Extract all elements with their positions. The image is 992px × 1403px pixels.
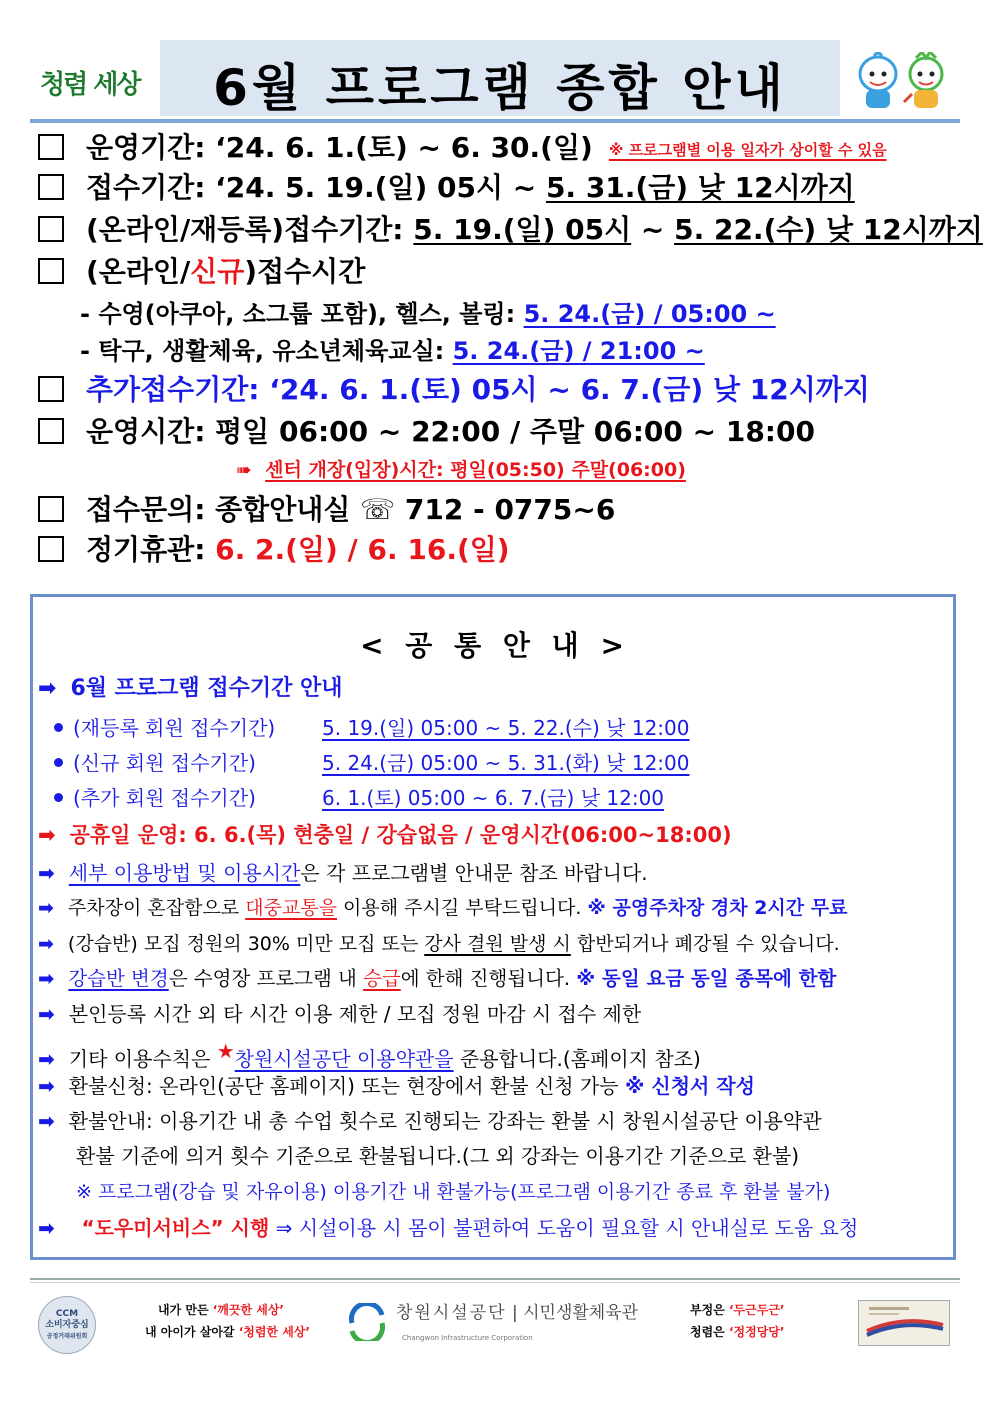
registration-period-end: 5. 31.(금) 낮 12시까지 — [545, 171, 855, 204]
online-reregister-label: (온라인/재등록)접수기간: — [86, 213, 414, 246]
swim-health-bowling-time: 5. 24.(금) / 05:00 ~ — [523, 300, 776, 328]
operating-hours-text: 운영시간: 평일 06:00 ~ 22:00 / 주말 06:00 ~ 18:00 — [86, 415, 815, 448]
operation-period-row — [38, 130, 887, 168]
org-dept: 시민생활체육관 — [523, 1303, 639, 1323]
slogan-text: 내가 만든 — [158, 1303, 213, 1317]
notice-line — [38, 893, 847, 923]
registration-period-text: 접수기간: ‘24. 5. 19.(일) 05시 ~ — [86, 171, 546, 204]
bullet-value: 5. 19.(일) 05:00 ~ 5. 22.(수) 낮 12:00 — [322, 716, 690, 740]
bullet-label: (추가 회원 접수기간) — [73, 786, 256, 810]
online-new-pre: (온라인/ — [86, 255, 191, 288]
operating-hours-row — [38, 414, 815, 450]
arrow-right-icon: ➡ — [38, 897, 54, 919]
notice-line — [38, 820, 732, 850]
integrity-world-logo — [40, 58, 150, 106]
title-banner — [160, 40, 840, 116]
bullet-label: (신규 회원 접수기간) — [73, 751, 256, 775]
online-new-post: )접수시간 — [244, 255, 366, 288]
bullet-additional — [54, 783, 665, 813]
arrow-right-icon: ➡ — [38, 933, 54, 955]
slogan-highlight: ‘정정당당’ — [728, 1325, 785, 1339]
notice-line — [38, 1036, 701, 1074]
notice-line — [38, 929, 840, 959]
center-open-note — [236, 455, 686, 482]
refund-guide-text: 환불안내: 이용기간 내 총 수업 횟수로 진행되는 강좌는 환불 시 창원시설공단 이용약관 — [68, 1109, 822, 1133]
registration-limit-text: 본인등록 시간 외 타 시간 이용 제한 / 모집 정원 마감 시 접수 제한 — [68, 1002, 642, 1026]
helper-service-text: “도우미서비스” 시행 — [81, 1216, 270, 1240]
arrow-right-icon: ➠ — [236, 459, 252, 481]
slogan-highlight: ‘청렴한 세상’ — [238, 1325, 310, 1339]
operation-period-text: 운영기간: ‘24. 6. 1.(토) ~ 6. 30.(일) — [86, 131, 593, 164]
org-name-line: 창원시설공단 | 시민생활체육관 — [396, 1303, 639, 1323]
slogan-highlight: ‘깨끗한 세상’ — [212, 1303, 284, 1317]
slogan-text: 부정은 — [690, 1303, 729, 1317]
inquiry-text: 접수문의: 종합안내실 ☏ 712 - 0775~6 — [86, 493, 616, 526]
notice-line — [38, 1071, 755, 1101]
checkbox-icon — [38, 134, 64, 160]
arrow-right-icon: ➡ — [38, 1047, 55, 1071]
arrow-right-icon: ➡ — [38, 1002, 55, 1026]
registration-period-row — [38, 170, 855, 206]
footer-rule — [30, 1278, 960, 1280]
application-note: ※ 신청서 작성 — [624, 1074, 755, 1098]
notice-line — [38, 858, 648, 888]
inquiry-row — [38, 492, 615, 528]
notice-line — [38, 674, 343, 704]
online-new-highlight: 신규 — [190, 255, 245, 288]
public-transport-text: 대중교통을 — [245, 897, 337, 919]
checkbox-icon — [38, 418, 64, 444]
title-rule — [30, 119, 960, 123]
parking-text: 주차장이 혼잡함으로 — [67, 897, 246, 919]
changwon-corp-logo-icon — [346, 1303, 388, 1341]
bullet-new — [54, 748, 690, 778]
regular-closure-label: 정기휴관: — [86, 533, 216, 566]
slogan-text: 청렴은 — [690, 1325, 729, 1339]
slogan-corruption — [690, 1300, 784, 1320]
arrow-right-icon: ➡ — [38, 1216, 55, 1240]
promotion-text: 승급 — [363, 967, 401, 990]
class-change-rest: 은 수영장 프로그램 내 — [168, 967, 364, 990]
slogan-text: 내 아이가 살아갈 — [145, 1325, 239, 1339]
checkbox-icon — [38, 258, 64, 284]
checkbox-icon — [38, 174, 64, 200]
notice-line — [38, 1213, 858, 1243]
arrow-right-icon: ➡ — [38, 676, 57, 701]
rules-text-2: 준용합니다.(홈페이지 참조) — [453, 1047, 701, 1071]
online-new-row — [38, 254, 365, 290]
parking-text-2: 이용해 주시길 부탁드립니다. — [336, 897, 588, 919]
star-icon: ★ — [216, 1039, 235, 1063]
holiday-operation-text: 공휴일 운영: 6. 6.(목) 현충일 / 강습없음 / 운영시간(06:00~18:00) — [69, 823, 732, 847]
arrow-right-icon: ➡ — [38, 1109, 55, 1133]
class-merge-text-2: 합반되거나 폐강될 수 있습니다. — [570, 933, 840, 955]
usage-details-rest: 은 각 프로그램별 안내문 참조 바랍니다. — [300, 861, 648, 885]
online-reregister-row — [38, 212, 983, 248]
tabletennis-sports-label: - 탁구, 생활체육, 유소년체육교실: — [80, 337, 453, 365]
arrow-right-icon: ➡ — [38, 967, 55, 990]
tabletennis-sports-time: 5. 24.(금) / 21:00 ~ — [452, 337, 705, 365]
org-name: 창원시설공단 — [396, 1303, 507, 1323]
range-separator: ~ — [631, 213, 675, 246]
class-change-rest-2: 에 한해 진행됩니다. — [400, 967, 577, 990]
slogan-clean-world — [158, 1300, 284, 1320]
swim-health-bowling-row — [80, 297, 776, 331]
usage-details-link-text: 세부 이용방법 및 이용시간 — [68, 861, 301, 885]
regular-closure-dates: 6. 2.(일) / 6. 16.(일) — [215, 533, 510, 566]
common-notice-title: < 공 통 안 내 > — [360, 629, 630, 662]
swim-health-bowling-label: - 수영(아쿠아, 소그룹 포함), 헬스, 볼링: — [80, 300, 524, 328]
refund-request-text: 환불신청: 온라인(공단 홈페이지) 또는 현장에서 환불 신청 가능 — [68, 1074, 625, 1098]
slogan-highlight: ‘두근두근’ — [728, 1303, 785, 1317]
tabletennis-sports-row — [80, 334, 705, 368]
terms-link-text: 창원시설공단 이용약관을 — [234, 1047, 454, 1071]
june-registration-heading: 6월 프로그램 접수기간 안내 — [70, 676, 343, 701]
org-en-name: Changwon Infrastructure Corporation — [402, 1334, 533, 1342]
helper-service-desc: ⇒ 시설이용 시 몸이 불편하여 도움이 필요할 시 안내실로 도움 요청 — [269, 1216, 859, 1240]
slogan-integrity — [690, 1322, 784, 1342]
rules-text: 기타 이용수칙은 — [68, 1047, 217, 1071]
ccm-small: 공정거래위원회 — [46, 1333, 88, 1340]
instructor-absence-text: 강사 결원 발생 시 — [424, 933, 571, 955]
logo-left-text: 청렴 세상 — [40, 70, 140, 100]
notice-line — [38, 999, 641, 1029]
ccm-badge-text — [39, 1309, 95, 1342]
notice-line — [38, 1106, 822, 1136]
footer-rule — [30, 1282, 960, 1283]
online-reregister-start: 5. 19.(일) 05시 — [413, 213, 632, 246]
ccm-badge — [38, 1296, 96, 1354]
additional-registration-text: 추가접수기간: ‘24. 6. 1.(토) 05시 ~ 6. 7.(금) 낮 12시까지 — [86, 373, 870, 406]
same-fee-note: ※ 동일 요금 동일 종목에 한함 — [576, 967, 837, 990]
bullet-reregister — [54, 713, 690, 743]
class-change-text: 강습반 변경 — [68, 967, 169, 990]
bullet-label: (재등록 회원 접수기간) — [73, 716, 276, 740]
checkbox-icon — [38, 216, 64, 242]
center-open-text: 센터 개장(입장)시간: 평일(05:50) 주말(06:00) — [265, 459, 686, 481]
checkbox-icon — [38, 536, 64, 562]
online-reregister-end: 5. 22.(수) 낮 12시까지 — [674, 213, 983, 246]
slogan-integrity-world — [145, 1322, 310, 1342]
checkbox-icon — [38, 376, 64, 402]
checkbox-icon — [38, 496, 64, 522]
notice-line — [38, 964, 836, 994]
refund-guide-line-2: 환불 기준에 의거 횟수 기준으로 환불됩니다.(그 외 강좌는 이용기간 기준으로 환불) — [76, 1144, 800, 1168]
page-title: 6월 프로그램 종합 안내 — [213, 59, 787, 117]
ccm-top: CCM — [55, 1309, 79, 1319]
bullet-icon — [54, 793, 63, 802]
operation-period-note: ※ 프로그램별 이용 일자가 상이할 수 있음 — [608, 141, 887, 159]
parking-free-note: ※ 공영주차장 경차 2시간 무료 — [587, 897, 848, 919]
bullet-value: 6. 1.(토) 05:00 ~ 6. 7.(금) 낮 12:00 — [322, 786, 665, 810]
regular-closure-row — [38, 532, 510, 568]
bullet-value: 5. 24.(금) 05:00 ~ 5. 31.(화) 낮 12:00 — [322, 751, 690, 775]
ccm-bottom: 소비자중심 — [45, 1320, 89, 1330]
bullet-icon — [54, 758, 63, 767]
arrow-right-icon: ➡ — [38, 823, 56, 847]
arrow-right-icon: ➡ — [38, 1074, 55, 1098]
refund-guide-note: ※ 프로그램(강습 및 자유이용) 이용기간 내 환불가능(프로그램 이용기간 종료 후 환불 불가) — [76, 1181, 831, 1203]
integrity-ribbon-emblem-icon — [858, 1300, 950, 1346]
additional-registration-row — [38, 372, 870, 408]
mascot-characters-icon — [852, 52, 952, 114]
bullet-icon — [54, 723, 63, 732]
class-merge-text: (강습반) 모집 정원의 30% 미만 모집 또는 — [67, 933, 425, 955]
arrow-right-icon: ➡ — [38, 861, 55, 885]
